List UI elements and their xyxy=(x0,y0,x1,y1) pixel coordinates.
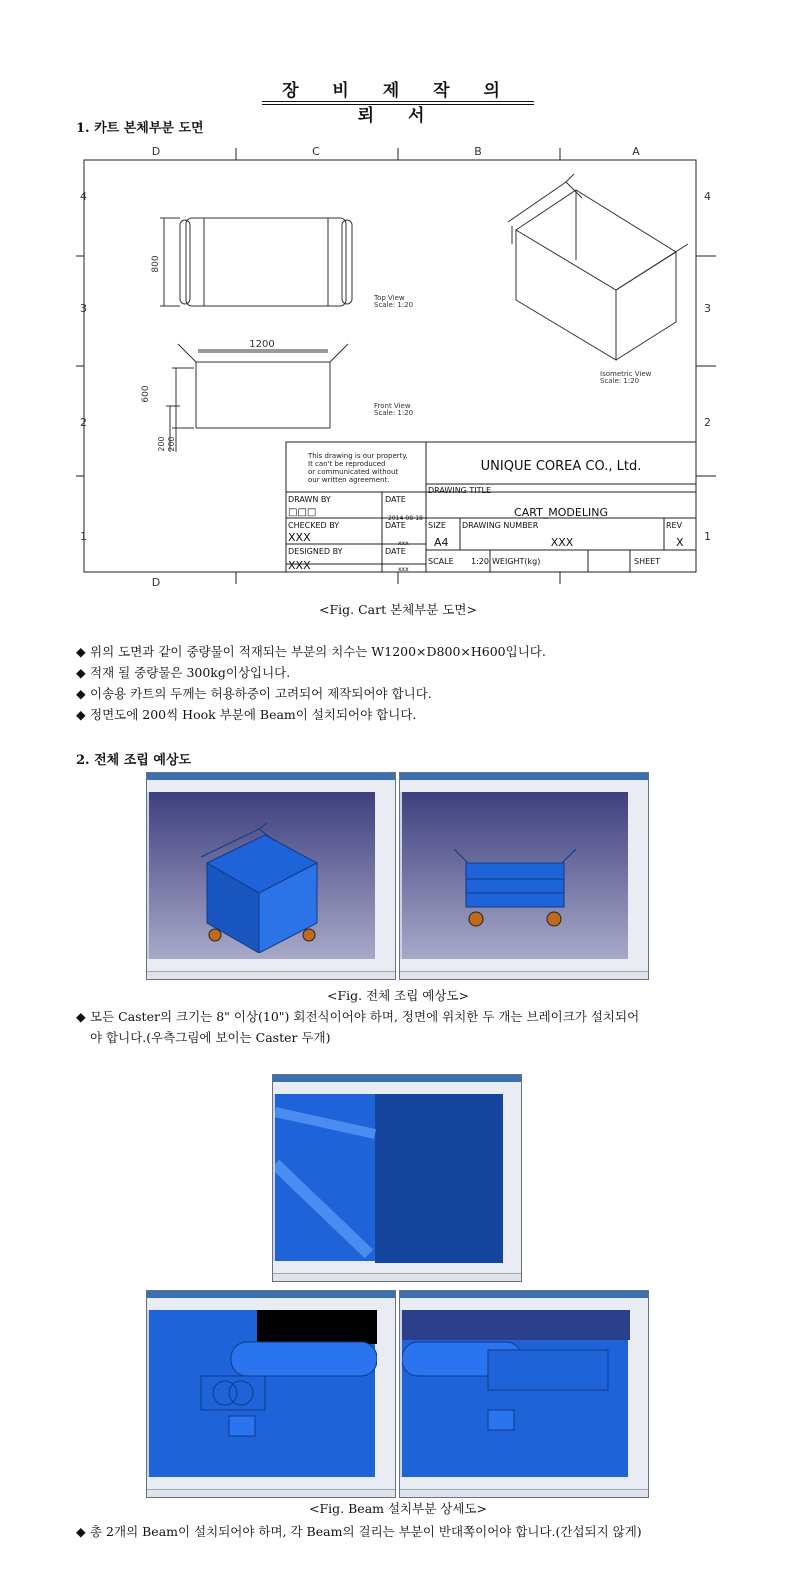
section1-bullet-list xyxy=(76,641,756,725)
drawing-title-label: DRAWING TITLE xyxy=(428,486,492,495)
hook-left-render xyxy=(149,1310,377,1479)
cart-drawing xyxy=(76,140,721,590)
cart-front-render xyxy=(450,843,580,933)
sheet-label: SHEET xyxy=(634,557,661,566)
cad-screenshot-hook-left xyxy=(146,1290,396,1498)
figure1-caption: <Fig. Cart 본체부분 도면> xyxy=(319,602,477,617)
isometric-view xyxy=(508,174,688,360)
rev-value: X xyxy=(676,536,684,549)
weight-label: WEIGHT(kg) xyxy=(492,557,541,566)
bullet-item xyxy=(76,704,756,725)
bullet-text: 적재 될 중량물은 300kg이상입니다. xyxy=(90,665,291,680)
document-title: 장 비 제 작 의 뢰 서 xyxy=(282,81,514,126)
hook-right-render xyxy=(402,1310,630,1479)
property-note-line3: or communicated without xyxy=(308,468,399,476)
title-underline-double xyxy=(262,104,534,105)
property-note-line4: our written agreement. xyxy=(308,476,390,484)
front-view xyxy=(166,344,348,452)
cad-screenshot-front xyxy=(399,772,649,980)
scale-value: 1:20 xyxy=(471,557,489,566)
top-view xyxy=(160,218,352,306)
zone-row-4-left: 4 xyxy=(80,190,87,203)
drawn-by-value: □□□ xyxy=(288,507,317,518)
rev-label: REV xyxy=(666,521,683,530)
zone-row-2-right: 2 xyxy=(704,416,711,429)
checked-by-value: XXX xyxy=(288,531,311,544)
top-view-scale: Scale: 1:20 xyxy=(374,301,414,309)
zone-col-a-top: A xyxy=(632,145,640,158)
iso-view-scale: Scale: 1:20 xyxy=(600,377,640,385)
zone-row-3-left: 3 xyxy=(80,302,87,315)
drawing-number-label: DRAWING NUMBER xyxy=(462,521,539,530)
bullet-item xyxy=(76,641,756,662)
zone-row-4-right: 4 xyxy=(704,190,711,203)
cad-screenshot-isometric xyxy=(146,772,396,980)
bullet-item xyxy=(76,1521,756,1542)
scale-label: SCALE xyxy=(428,557,454,566)
front-view-label: Front View xyxy=(374,402,411,410)
bullet-text: 총 2개의 Beam이 설치되어야 하며, 각 Beam의 걸리는 부분이 반대쪽이어야 합니다.(간섭되지 않게) xyxy=(90,1524,642,1539)
section2-heading: 2. 전체 조립 예상도 xyxy=(76,753,192,768)
bullet-item-continuation xyxy=(76,1027,756,1048)
drawn-date-label: DATE xyxy=(385,495,406,504)
bullet-diamond-icon: ◆ xyxy=(76,1524,86,1539)
drawing-number-value: XXX xyxy=(550,536,574,549)
designed-date-label: DATE xyxy=(385,547,406,556)
cad-screenshot-hook-right xyxy=(399,1290,649,1498)
section2-bullet-caster xyxy=(76,1006,756,1048)
checked-date-label: DATE xyxy=(385,521,406,530)
dim-1200: 1200 xyxy=(249,339,275,350)
bullet-diamond-icon: ◆ xyxy=(76,707,86,722)
zone-row-1-left: 1 xyxy=(80,530,87,543)
designed-by-value: XXX xyxy=(288,559,311,572)
zone-row-1-right: 1 xyxy=(704,530,711,543)
company-name: UNIQUE COREA CO., Ltd. xyxy=(480,459,642,474)
size-label: SIZE xyxy=(428,521,446,530)
bullet-text: 이송용 카트의 두께는 허용하중이 고려되어 제작되어야 합니다. xyxy=(90,686,432,701)
bullet-item xyxy=(76,662,756,683)
bullet-text-line1: 모든 Caster의 크기는 8" 이상(10") 회전식이어야 하며, 정면에 위치한 두 개는 브레이크가 설치되어 xyxy=(90,1009,640,1024)
bullet-diamond-icon: ◆ xyxy=(76,644,86,659)
zone-row-2-left: 2 xyxy=(80,416,87,429)
zone-row-3-right: 3 xyxy=(704,302,711,315)
beam-closeup-render xyxy=(275,1094,503,1263)
bullet-text: 정면도에 200씩 Hook 부분에 Beam이 설치되어야 합니다. xyxy=(90,707,417,722)
zone-col-d-top: D xyxy=(151,145,161,158)
section2-bullet-beam xyxy=(76,1521,756,1542)
designed-by-label: DESIGNED BY xyxy=(288,547,343,556)
drawing-title-value: CART_MODELING xyxy=(514,506,608,519)
property-note-line2: It can't be reproduced xyxy=(308,460,386,468)
section1-heading: 1. 카트 본체부분 도면 xyxy=(76,121,204,136)
designed-date: xxx xyxy=(398,566,409,573)
dim-200-a: 200 xyxy=(157,436,166,452)
figure3-caption: <Fig. Beam 설치부분 상세도> xyxy=(309,1501,487,1516)
cart-isometric-render xyxy=(187,813,327,953)
dim-600: 600 xyxy=(141,385,151,403)
iso-view-label: Isometric View xyxy=(600,370,652,378)
bullet-diamond-icon: ◆ xyxy=(76,686,86,701)
bullet-item xyxy=(76,1006,756,1027)
dim-200-b: 200 xyxy=(167,436,176,452)
dim-800: 800 xyxy=(151,255,161,273)
figure2-caption: <Fig. 전체 조립 예상도> xyxy=(326,988,470,1003)
zone-col-c-top: C xyxy=(312,145,320,158)
bullet-item xyxy=(76,683,756,704)
property-note-line1: This drawing is our property. xyxy=(308,452,408,460)
drawn-by-label: DRAWN BY xyxy=(288,495,331,504)
bullet-text: 위의 도면과 같이 중량물이 적재되는 부분의 치수는 W1200×D800×H600입니다. xyxy=(90,644,546,659)
zone-col-d-bottom: D xyxy=(151,576,161,589)
front-view-scale: Scale: 1:20 xyxy=(374,409,414,417)
zone-col-b-top: B xyxy=(474,145,482,158)
checked-by-label: CHECKED BY xyxy=(288,521,340,530)
bullet-diamond-icon: ◆ xyxy=(76,1009,86,1024)
drawn-date: 2014-08-18 xyxy=(388,515,423,522)
cad-screenshot-beam-closeup xyxy=(272,1074,522,1282)
title-underline xyxy=(262,101,534,102)
size-value: A4 xyxy=(434,536,449,549)
top-view-label: Top View xyxy=(374,294,405,302)
bullet-diamond-icon: ◆ xyxy=(76,665,86,680)
checked-date: xxx xyxy=(398,540,409,547)
bullet-text-line2: 야 합니다.(우측그림에 보이는 Caster 두개) xyxy=(90,1030,331,1045)
